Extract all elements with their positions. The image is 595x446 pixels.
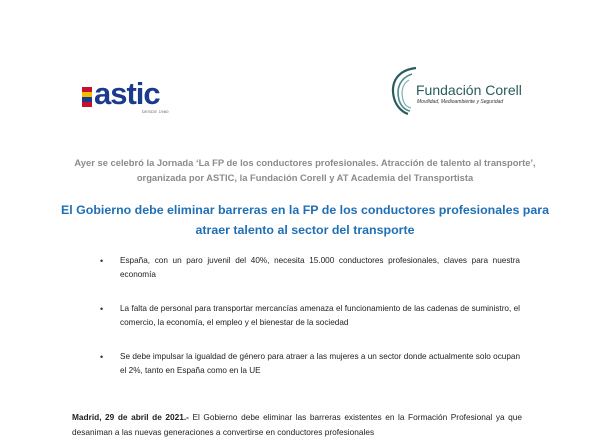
astic-logo-tagline: DESDE 1960 [142, 109, 169, 114]
list-item [100, 302, 520, 330]
list-item-text: España, con un paro juvenil del 40%, necesita 15.000 conductores profesionales, claves para nuestra economía [120, 256, 520, 279]
list-item-text: La falta de personal para transportar mercancías amenaza el funcionamiento de las cadenas de suministro, el comercio, la economía, el empleo y el bienestar de la sociedad [120, 304, 520, 327]
bullet-icon: • [100, 352, 104, 362]
bullet-icon: • [100, 256, 104, 266]
intro-paragraph: Ayer se celebró la Jornada ‘La FP de los conductores profesionales. Atracción de talento al transporte’, organizada por ASTIC, la Fundación Corell y AT Academia del Transportista [74, 157, 536, 183]
dateline: Madrid, 29 de abril de 2021.- [72, 412, 189, 422]
headline: El Gobierno debe eliminar barreras en la FP de los conductores profesionales para atraer talento al sector del transporte [61, 203, 549, 237]
list-item-text: Se debe impulsar la igualdad de género para atraer a las mujeres a un sector donde actualmente solo ocupan el 2%, tanto en España como en la UE [120, 352, 520, 375]
astic-logo [82, 78, 182, 116]
flag-mark-icon [82, 87, 92, 107]
fundacion-corell-logo [386, 62, 526, 122]
list-item [100, 350, 520, 378]
list-item [100, 254, 520, 282]
corell-logo-text: Fundación Corell [416, 82, 522, 98]
body-text: El Gobierno debe eliminar las barreras existentes en la Formación Profesional ya que desaniman a las nuevas generaciones a convertirse en conductores profesionales [72, 412, 522, 437]
corell-logo-tagline: Movilidad, Medioambiente y Seguridad [417, 99, 504, 105]
key-points-list [100, 254, 520, 398]
body-paragraph [72, 410, 522, 439]
astic-logo-text: astic [94, 76, 160, 111]
bullet-icon: • [100, 304, 104, 314]
